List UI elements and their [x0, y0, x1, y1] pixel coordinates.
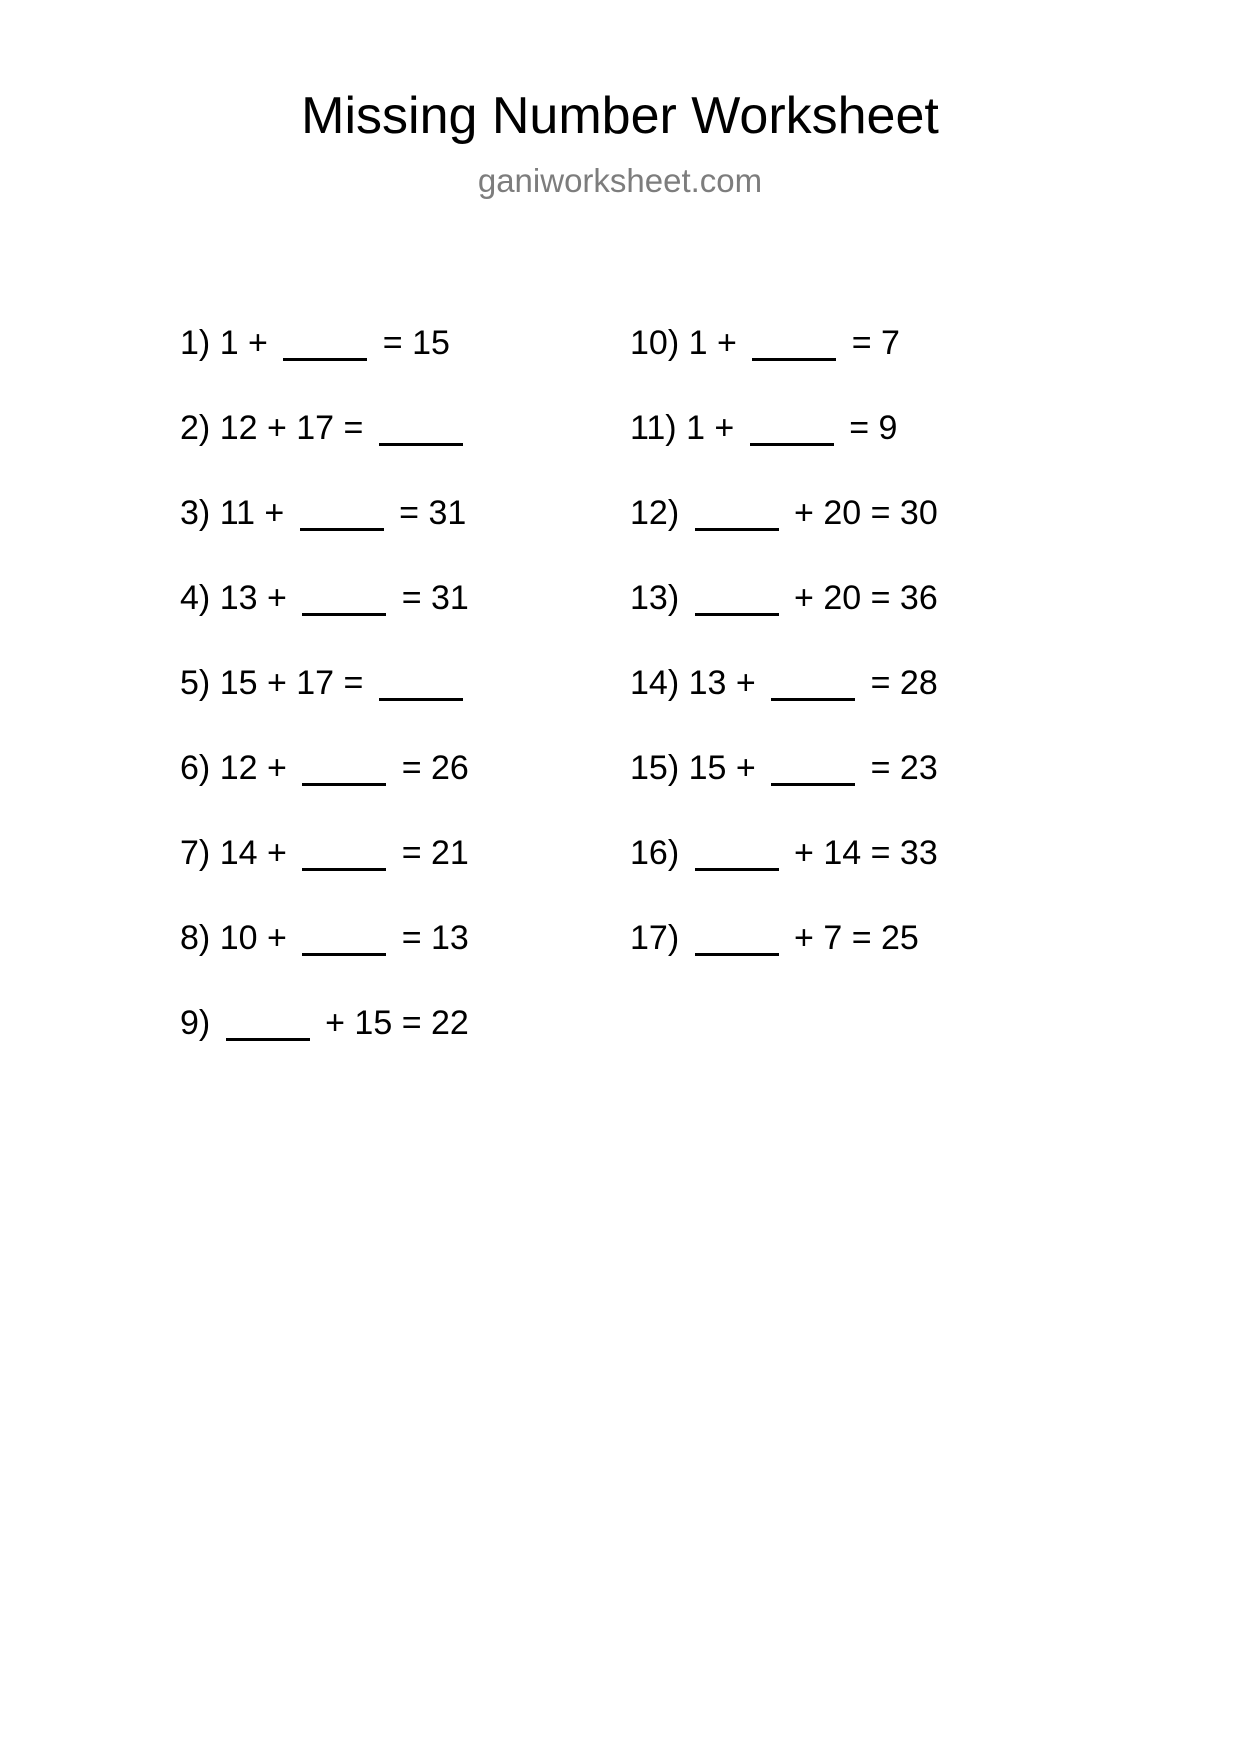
problem-item [180, 640, 630, 725]
problem-expression-suffix: = 23 [861, 748, 938, 787]
problem-expression-suffix: = 28 [861, 663, 938, 702]
problem-expression-suffix: = 7 [842, 323, 900, 362]
problem-expression-suffix: = 21 [392, 833, 469, 872]
answer-blank[interactable] [302, 757, 386, 786]
problem-expression-prefix: 15 + [688, 748, 766, 787]
problem-number: 7) [180, 833, 211, 872]
answer-blank[interactable] [302, 587, 386, 616]
problem-item [630, 300, 1060, 385]
problem-expression-suffix: = 9 [839, 408, 898, 447]
problem-number: 12) [630, 493, 680, 532]
answer-blank[interactable] [283, 332, 367, 361]
problem-spacer [679, 836, 688, 870]
problem-number: 1) [180, 323, 211, 362]
problems-column-left [180, 300, 630, 1065]
problem-spacer [210, 921, 219, 955]
problem-expression-suffix: = 31 [392, 578, 469, 617]
problem-expression-suffix: = 26 [392, 748, 469, 787]
problem-item [180, 555, 630, 640]
problem-expression-prefix: 15 + 17 = [219, 663, 373, 702]
problem-spacer [210, 581, 219, 615]
problem-item [180, 300, 630, 385]
problem-expression-prefix: 13 + [219, 578, 297, 617]
problem-expression-suffix: = 31 [389, 493, 467, 532]
problem-number: 2) [180, 408, 211, 447]
problem-number: 8) [180, 918, 211, 957]
answer-blank[interactable] [695, 502, 779, 531]
problem-item [630, 640, 1060, 725]
problem-spacer [210, 751, 219, 785]
problem-expression-prefix: 10 + [219, 918, 297, 957]
problem-expression-prefix: 11 + [219, 493, 294, 532]
problem-expression-prefix: 12 + 17 = [219, 408, 373, 447]
problem-spacer [677, 411, 686, 445]
problem-spacer [210, 326, 219, 360]
problem-item [630, 725, 1060, 810]
problem-item [180, 895, 630, 980]
problem-spacer [210, 1006, 219, 1040]
answer-blank[interactable] [695, 587, 779, 616]
problem-number: 3) [180, 493, 211, 532]
answer-blank[interactable] [752, 332, 836, 361]
problem-number: 10) [630, 323, 680, 362]
problem-expression-suffix: + 7 = 25 [784, 918, 919, 957]
problems-container [0, 300, 1240, 1065]
problem-number: 9) [180, 1003, 211, 1042]
answer-blank[interactable] [379, 417, 463, 446]
answer-blank[interactable] [771, 672, 855, 701]
problem-expression-prefix: 14 + [219, 833, 297, 872]
site-credit: ganiworksheet.com [477, 162, 763, 199]
problem-spacer [679, 666, 688, 700]
problem-expression-prefix: 12 + [219, 748, 297, 787]
problem-spacer [679, 751, 688, 785]
problem-item [630, 810, 1060, 895]
problem-number: 14) [630, 663, 680, 702]
problem-expression-prefix: 1 + [688, 323, 747, 362]
problem-number: 5) [180, 663, 211, 702]
problem-spacer [210, 666, 219, 700]
problem-item [180, 980, 630, 1065]
answer-blank[interactable] [750, 417, 834, 446]
problem-spacer [210, 496, 219, 530]
problem-number: 15) [630, 748, 680, 787]
problem-item [630, 470, 1060, 555]
problem-number: 4) [180, 578, 211, 617]
problem-item [180, 470, 630, 555]
problem-spacer [679, 581, 688, 615]
problem-spacer [210, 411, 219, 445]
problem-number: 16) [630, 833, 680, 872]
problem-expression-prefix: 1 + [686, 408, 744, 447]
problem-expression-prefix: 13 + [688, 663, 766, 702]
problems-column-right [630, 300, 1060, 1065]
problem-item [630, 895, 1060, 980]
problem-number: 17) [630, 918, 680, 957]
problem-expression-suffix: + 15 = 22 [315, 1003, 469, 1042]
problem-number: 6) [180, 748, 211, 787]
problem-expression-suffix: + 20 = 30 [784, 493, 938, 532]
problem-spacer [210, 836, 219, 870]
problem-item [180, 810, 630, 895]
problem-spacer [679, 496, 688, 530]
problem-item [630, 385, 1060, 470]
problem-item [630, 555, 1060, 640]
answer-blank[interactable] [379, 672, 463, 701]
problem-spacer [679, 326, 688, 360]
problem-expression-suffix: + 20 = 36 [784, 578, 938, 617]
answer-blank[interactable] [302, 842, 386, 871]
answer-blank[interactable] [300, 502, 384, 531]
answer-blank[interactable] [302, 927, 386, 956]
problem-expression-suffix: = 13 [392, 918, 469, 957]
problem-expression-suffix: + 14 = 33 [784, 833, 938, 872]
answer-blank[interactable] [695, 842, 779, 871]
answer-blank[interactable] [226, 1012, 310, 1041]
problem-expression-suffix: = 15 [373, 323, 450, 362]
problem-number: 11) [630, 408, 677, 447]
page-title: Missing Number Worksheet [301, 87, 939, 145]
answer-blank[interactable] [771, 757, 855, 786]
problem-item [180, 725, 630, 810]
answer-blank[interactable] [695, 927, 779, 956]
problem-spacer [679, 921, 688, 955]
problem-expression-prefix: 1 + [219, 323, 278, 362]
problem-item [180, 385, 630, 470]
problem-number: 13) [630, 578, 680, 617]
